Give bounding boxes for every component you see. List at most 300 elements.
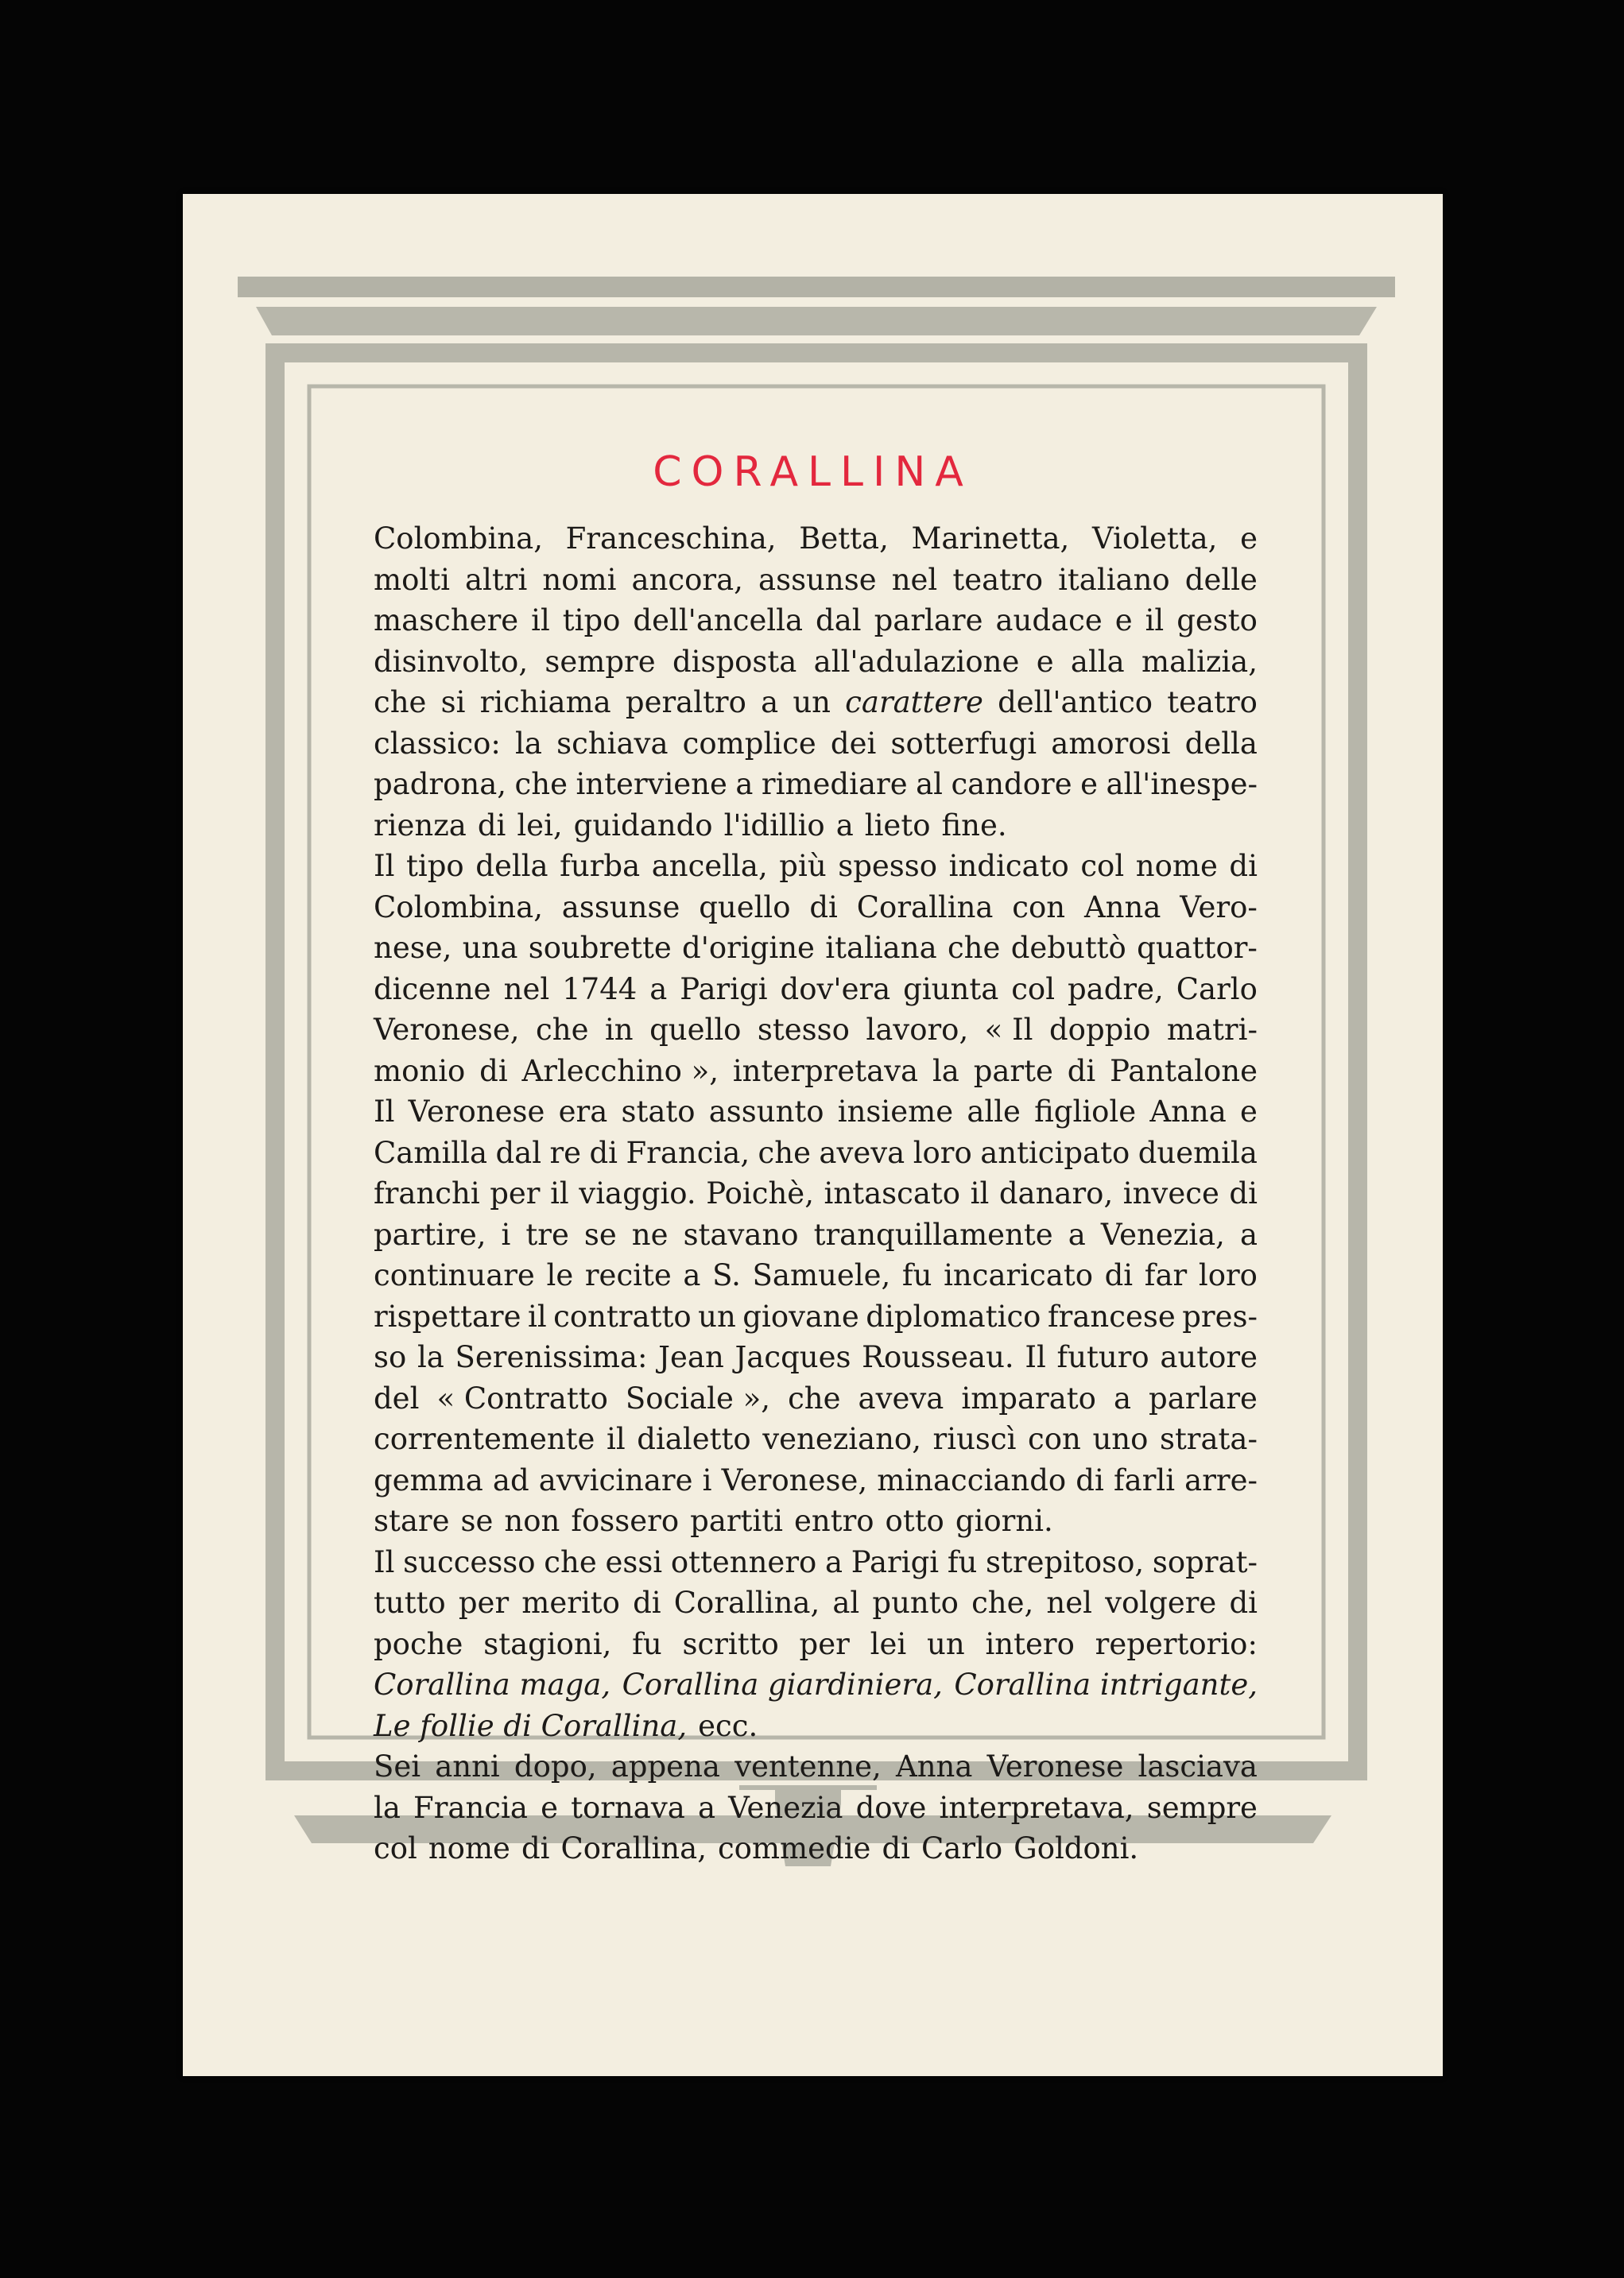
text-line xyxy=(374,1746,1258,1788)
word: interpretava xyxy=(732,1053,919,1088)
word: riuscì xyxy=(932,1422,1017,1456)
card xyxy=(183,194,1443,2076)
word: al xyxy=(916,767,943,801)
word: richiama xyxy=(479,685,611,719)
word: Il xyxy=(374,1094,395,1129)
word: di xyxy=(479,1053,508,1088)
word: matri- xyxy=(1166,1013,1258,1047)
word: pres- xyxy=(1182,1299,1258,1334)
word: loro xyxy=(1198,1258,1258,1292)
word: entro xyxy=(793,1504,874,1538)
word: Veronese, xyxy=(374,1013,520,1047)
word: lieto xyxy=(864,808,931,843)
word: punto xyxy=(872,1586,959,1620)
word: schiava xyxy=(556,726,669,761)
word: poche xyxy=(374,1626,463,1661)
word: e xyxy=(1036,644,1054,679)
word: Poichè, xyxy=(706,1176,814,1211)
text-line xyxy=(374,1255,1258,1296)
text-line xyxy=(374,1215,1258,1256)
word: giorni. xyxy=(955,1504,1053,1538)
text-line xyxy=(374,969,1258,1010)
word: aveva xyxy=(858,1381,944,1416)
text-line xyxy=(374,887,1258,928)
word: francese xyxy=(1047,1299,1176,1334)
word: partiti xyxy=(690,1504,783,1538)
word: Serenissima: xyxy=(455,1340,648,1374)
word: intero xyxy=(985,1626,1075,1661)
word: all'inespe- xyxy=(1106,767,1258,801)
word: in xyxy=(604,1013,634,1047)
cornice-top-wedge xyxy=(256,307,1377,335)
word: ancella, xyxy=(651,849,768,883)
word: Colombina, xyxy=(374,521,543,556)
word: Il xyxy=(1025,1340,1046,1374)
word: debuttò xyxy=(1010,931,1126,965)
word: volgere xyxy=(1105,1586,1217,1620)
word: di xyxy=(1067,1053,1096,1088)
word: so xyxy=(374,1340,407,1374)
word: Parigi xyxy=(851,1544,940,1579)
word: il xyxy=(970,1176,990,1211)
word: molti xyxy=(374,562,450,597)
word: tornava xyxy=(571,1790,685,1825)
word: farli xyxy=(1113,1462,1176,1497)
word: fine. xyxy=(941,808,1007,843)
word: stare xyxy=(374,1504,450,1538)
word: era xyxy=(558,1094,608,1129)
word: quello xyxy=(699,889,791,924)
word: lei xyxy=(870,1626,907,1661)
word: a xyxy=(735,767,754,801)
word: minacciando xyxy=(877,1462,1067,1497)
word: successo xyxy=(403,1544,536,1579)
page-title: CORALLINA xyxy=(653,448,973,496)
word: a xyxy=(1113,1381,1132,1416)
word: dal xyxy=(495,1135,542,1170)
text-line xyxy=(374,1337,1258,1378)
text-line xyxy=(374,1009,1258,1051)
word: assunse xyxy=(758,562,877,597)
text-line xyxy=(374,1173,1258,1215)
word: una xyxy=(462,931,518,965)
word: otto xyxy=(885,1504,944,1538)
text-line xyxy=(374,1133,1258,1174)
word: intascato xyxy=(824,1176,961,1211)
word: non xyxy=(504,1504,560,1538)
word: alle xyxy=(967,1094,1021,1129)
word: fossero xyxy=(571,1504,680,1538)
word: Corallina, xyxy=(673,1586,820,1620)
word: invece xyxy=(1122,1176,1219,1211)
word: doppio xyxy=(1049,1013,1151,1047)
word: Venezia, xyxy=(1100,1217,1225,1252)
word: padre, xyxy=(1067,971,1164,1006)
word: si xyxy=(440,685,466,719)
word: lavoro, xyxy=(866,1013,969,1047)
word: che xyxy=(788,1381,841,1416)
word: ne xyxy=(631,1217,669,1252)
word: stesso xyxy=(757,1013,850,1047)
word: di xyxy=(882,1831,910,1865)
word: nome xyxy=(1135,849,1218,883)
word: « Il xyxy=(984,1013,1033,1047)
word: Francia xyxy=(413,1790,528,1825)
word: ancora, xyxy=(631,562,743,597)
word: a xyxy=(835,808,854,843)
word: indicato xyxy=(948,849,1069,883)
text-line xyxy=(374,682,1258,723)
word: veneziano, xyxy=(762,1422,921,1456)
word: l'idillio xyxy=(723,808,825,843)
text-line xyxy=(374,1296,1258,1338)
word: Arlecchino », xyxy=(521,1053,719,1088)
word: Veronese xyxy=(408,1094,545,1129)
word: soprat- xyxy=(1152,1544,1258,1579)
word: « Contratto xyxy=(436,1381,608,1416)
word: alla xyxy=(1070,644,1125,679)
word: furba xyxy=(560,849,641,883)
word: contratto xyxy=(553,1299,692,1334)
word: peraltro xyxy=(625,685,746,719)
word: all'adulazione xyxy=(813,644,1020,679)
word: strepitoso, xyxy=(986,1544,1145,1579)
word: figliole xyxy=(1034,1094,1137,1129)
word: Betta, xyxy=(799,521,889,556)
word: anticipato xyxy=(980,1135,1130,1170)
word: Pantalone xyxy=(1110,1053,1258,1088)
word: tipo xyxy=(562,603,621,637)
word: dal xyxy=(816,603,862,637)
word: maschere xyxy=(374,603,519,637)
word: col xyxy=(1080,849,1125,883)
word: di xyxy=(477,808,506,843)
word: aveva xyxy=(819,1135,905,1170)
word: repertorio: xyxy=(1095,1626,1258,1661)
word: di xyxy=(1076,1462,1104,1497)
word: Corallina, xyxy=(560,1831,707,1865)
word: italiana xyxy=(825,931,937,965)
word: nel xyxy=(503,971,550,1006)
word: essi xyxy=(605,1544,663,1579)
text-line xyxy=(374,1051,1258,1092)
text-line xyxy=(374,560,1258,601)
word: di xyxy=(521,1831,550,1865)
word: che xyxy=(374,685,427,719)
word: della xyxy=(475,849,548,883)
text-line xyxy=(374,1091,1258,1133)
word: danaro, xyxy=(998,1176,1114,1211)
word: Corallina xyxy=(856,889,994,924)
word: padrona, xyxy=(374,767,507,801)
word: guidando xyxy=(573,808,713,843)
word: il xyxy=(527,1299,547,1334)
word: 1744 xyxy=(562,971,638,1006)
word: Jacques xyxy=(734,1340,851,1374)
text-line xyxy=(374,723,1258,765)
word: e xyxy=(1240,1094,1258,1129)
word: Carlo xyxy=(1176,971,1258,1006)
word: commedie xyxy=(717,1831,871,1865)
text-line xyxy=(374,1788,1258,1829)
word: di xyxy=(1229,1586,1258,1620)
text-line xyxy=(374,1542,1258,1583)
word: che xyxy=(758,1135,811,1170)
word: assunto xyxy=(708,1094,824,1129)
word: che xyxy=(536,1013,589,1047)
word: fu xyxy=(901,1258,932,1292)
word: a xyxy=(1239,1217,1258,1252)
word: Il xyxy=(374,849,395,883)
word: candore xyxy=(951,767,1072,801)
word: che xyxy=(514,767,568,801)
word: dialetto xyxy=(637,1422,751,1456)
word: merito xyxy=(521,1586,620,1620)
word: un xyxy=(926,1626,965,1661)
text-line xyxy=(374,600,1258,641)
word: per xyxy=(458,1586,510,1620)
word: interpretava, xyxy=(939,1790,1134,1825)
word: disinvolto, xyxy=(374,644,529,679)
word: nomi xyxy=(542,562,617,597)
word: ventenne, xyxy=(734,1749,882,1784)
word: un xyxy=(698,1299,736,1334)
word: col xyxy=(374,1831,417,1865)
word: scritto xyxy=(682,1626,779,1661)
word: rimediare xyxy=(761,767,908,801)
word: teatro xyxy=(952,562,1043,597)
word: diplomatico xyxy=(866,1299,1041,1334)
word: ad xyxy=(492,1462,529,1497)
word: dei xyxy=(830,726,877,761)
word: arre- xyxy=(1184,1462,1258,1497)
word: delle xyxy=(1184,562,1258,597)
word: anni xyxy=(435,1749,500,1784)
word: far xyxy=(1144,1258,1188,1292)
word: assunse xyxy=(561,889,680,924)
word: appena xyxy=(610,1749,720,1784)
text-line xyxy=(374,1501,1258,1542)
text-line xyxy=(374,1583,1258,1624)
word: stagioni, xyxy=(483,1626,612,1661)
word: a xyxy=(761,685,779,719)
word: tipo xyxy=(406,849,464,883)
word: partire, xyxy=(374,1217,486,1252)
word: Jean xyxy=(658,1340,724,1374)
word: italiano xyxy=(1058,562,1170,597)
word: Anna xyxy=(895,1749,973,1784)
word: dell'ancella xyxy=(633,603,804,637)
word: la xyxy=(515,726,542,761)
word: il xyxy=(1145,603,1165,637)
word: altri xyxy=(465,562,528,597)
word: rienza xyxy=(374,808,467,843)
word: lei, xyxy=(517,808,563,843)
word: a xyxy=(697,1790,715,1825)
word: Marinetta, xyxy=(911,521,1070,556)
word: tranquillamente xyxy=(813,1217,1053,1252)
word: tre xyxy=(525,1217,569,1252)
word: il xyxy=(531,603,550,637)
word: di xyxy=(1229,1176,1258,1211)
word: S. xyxy=(712,1258,741,1292)
word: che xyxy=(947,931,1001,965)
word: malizia, xyxy=(1141,644,1258,679)
word: di xyxy=(1229,849,1258,883)
word: giunta xyxy=(903,971,999,1006)
word: parlare xyxy=(1149,1381,1258,1416)
word: Corallina maga, xyxy=(374,1668,611,1702)
word: sempre xyxy=(1146,1790,1258,1825)
word: la xyxy=(932,1053,959,1088)
word: Sei xyxy=(374,1749,421,1784)
word: quattor- xyxy=(1137,931,1258,965)
text-line xyxy=(374,764,1258,805)
word: nel xyxy=(1046,1586,1092,1620)
word: di xyxy=(589,1135,618,1170)
text-line xyxy=(374,518,1258,560)
word: loro xyxy=(913,1135,972,1170)
text-line xyxy=(374,1378,1258,1420)
word: per xyxy=(490,1176,541,1211)
word: monio xyxy=(374,1053,466,1088)
word: le xyxy=(546,1258,574,1292)
word: della xyxy=(1184,726,1258,761)
word: di xyxy=(809,889,838,924)
word: per xyxy=(799,1626,850,1661)
word: Corallina giardiniera, xyxy=(622,1668,943,1702)
word: col xyxy=(1011,971,1056,1006)
word: d'origine xyxy=(682,931,815,965)
word: quello xyxy=(649,1013,742,1047)
word: Venezia xyxy=(728,1790,843,1825)
word: con xyxy=(1028,1422,1081,1456)
word: tutto xyxy=(374,1586,446,1620)
text-line xyxy=(374,846,1258,887)
word: avvicinare xyxy=(538,1462,693,1497)
word: del xyxy=(374,1381,420,1416)
word: Parigi xyxy=(680,971,768,1006)
word: franchi xyxy=(374,1176,480,1211)
word: strata- xyxy=(1159,1422,1258,1456)
word: rispettare xyxy=(374,1299,521,1334)
word: correntemente xyxy=(374,1422,595,1456)
word: amorosi xyxy=(1051,726,1171,761)
word: fu xyxy=(947,1544,978,1579)
word: recite xyxy=(584,1258,672,1292)
text-line xyxy=(374,1706,1258,1747)
word: giovane xyxy=(742,1299,859,1334)
text-line xyxy=(374,928,1258,969)
text-line xyxy=(374,1664,1258,1706)
word: stavano xyxy=(683,1217,799,1252)
word: sotterfugi xyxy=(890,726,1037,761)
text-line xyxy=(374,1624,1258,1665)
word: più xyxy=(779,849,827,883)
word: lasciava xyxy=(1138,1749,1258,1784)
word: parte xyxy=(973,1053,1053,1088)
word: dove xyxy=(855,1790,927,1825)
word: il xyxy=(550,1176,569,1211)
word: a xyxy=(649,971,668,1006)
word: e xyxy=(541,1790,558,1825)
text-line xyxy=(374,1419,1258,1460)
word: Il xyxy=(374,1544,395,1579)
word: Samuele, xyxy=(752,1258,891,1292)
word: a xyxy=(1068,1217,1086,1252)
word: dov'era xyxy=(780,971,891,1006)
word: gesto xyxy=(1176,603,1258,637)
word: la xyxy=(417,1340,444,1374)
word: autore xyxy=(1160,1340,1258,1374)
word: e xyxy=(1114,603,1133,637)
word: insieme xyxy=(837,1094,954,1129)
word: ecc. xyxy=(698,1708,758,1743)
word: Corallina intrigante, xyxy=(954,1668,1258,1702)
word: Camilla xyxy=(374,1135,488,1170)
word: interviene xyxy=(576,767,727,801)
word: classico: xyxy=(374,726,501,761)
word: continuare xyxy=(374,1258,535,1292)
word: Vero- xyxy=(1180,889,1258,924)
word: parlare xyxy=(874,603,983,637)
text-line xyxy=(374,1828,1258,1869)
word: Veronese xyxy=(986,1749,1124,1784)
word: complice xyxy=(682,726,816,761)
word: Violetta, xyxy=(1091,521,1218,556)
word: i xyxy=(702,1462,712,1497)
word: uno xyxy=(1092,1422,1149,1456)
word: un xyxy=(793,685,831,719)
word: re xyxy=(549,1135,582,1170)
word: se xyxy=(583,1217,617,1252)
word: spesso xyxy=(838,849,938,883)
word: Rousseau. xyxy=(862,1340,1014,1374)
word: con xyxy=(1012,889,1066,924)
word: imparato xyxy=(961,1381,1096,1416)
word: dicenne xyxy=(374,971,491,1006)
word: dopo, xyxy=(514,1749,597,1784)
word: Colombina, xyxy=(374,889,543,924)
word: stato xyxy=(621,1094,696,1129)
word: carattere xyxy=(845,685,983,719)
word: Veronese, xyxy=(721,1462,868,1497)
word: sempre xyxy=(545,644,656,679)
word: Goldoni. xyxy=(1014,1831,1139,1865)
word: a xyxy=(683,1258,701,1292)
word: audace xyxy=(995,603,1103,637)
word: e xyxy=(1080,767,1098,801)
word: incaricato xyxy=(944,1258,1093,1292)
word: nel xyxy=(891,562,938,597)
word: futuro xyxy=(1056,1340,1149,1374)
cornice-top-band xyxy=(238,277,1395,297)
word: a xyxy=(825,1544,843,1579)
word: soubrette xyxy=(528,931,672,965)
word: duemila xyxy=(1138,1135,1258,1170)
word: Anna xyxy=(1149,1094,1227,1129)
word: Anna xyxy=(1083,889,1161,924)
body-text xyxy=(374,518,1258,1869)
text-line xyxy=(374,641,1258,683)
word: fu xyxy=(632,1626,662,1661)
word: nese, xyxy=(374,931,452,965)
text-line xyxy=(374,1460,1258,1501)
word: che xyxy=(544,1544,597,1579)
word: viaggio. xyxy=(579,1176,696,1211)
word: Sociale », xyxy=(625,1381,771,1416)
word: e xyxy=(1240,521,1258,556)
